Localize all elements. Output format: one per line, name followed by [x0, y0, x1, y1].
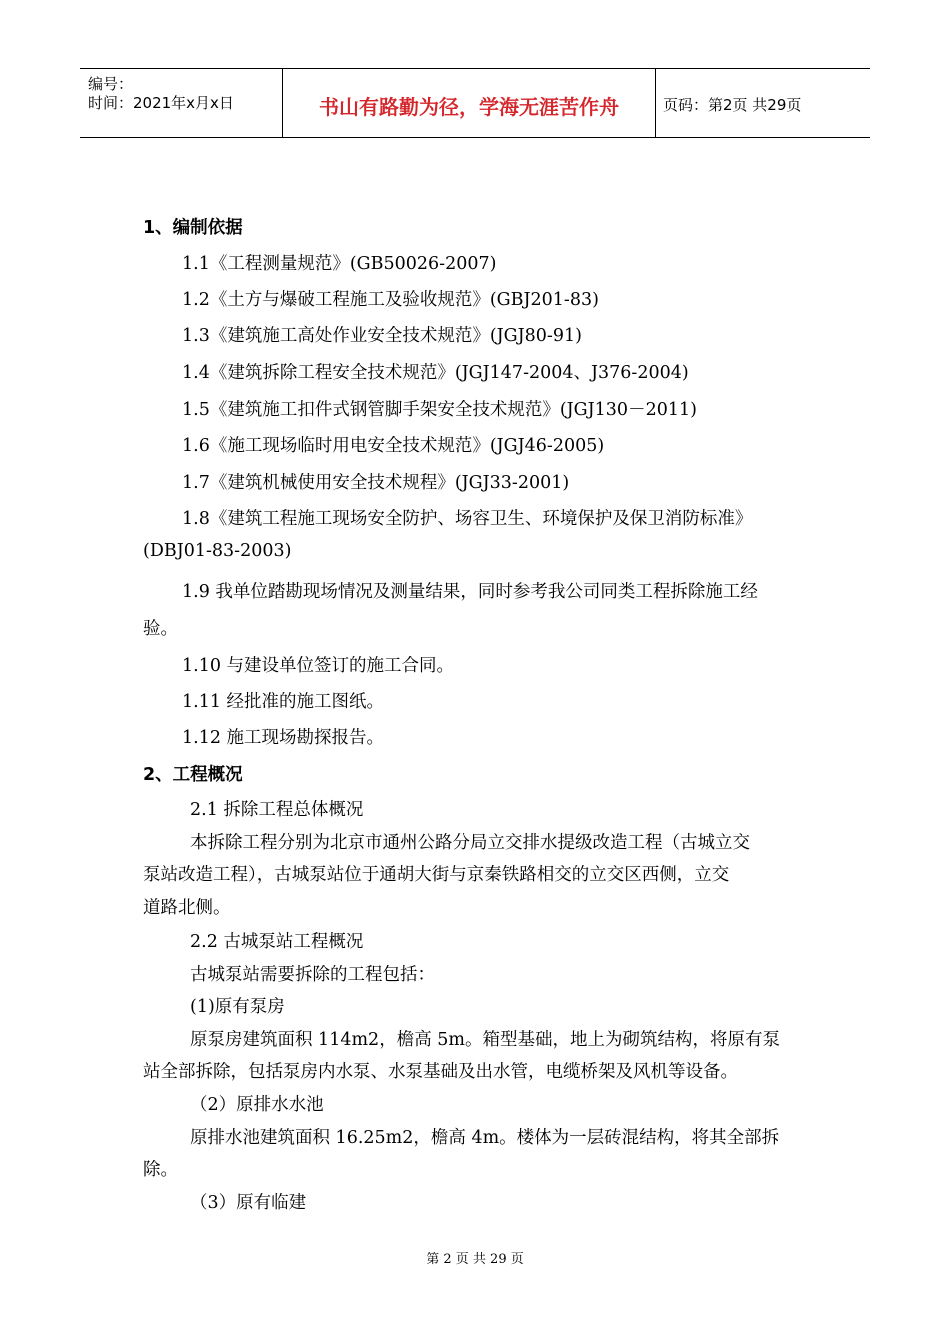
subsection-heading: 2.1 拆除工程总体概况: [190, 800, 364, 820]
reference-item: 1.6《施工现场临时用电安全技术规范》(JGJ46-2005): [182, 436, 605, 456]
list-item-heading: (1)原有泵房: [190, 997, 285, 1017]
paragraph-line: 站全部拆除，包括泵房内水泵、水泵基础及出水管，电缆桥架及风机等设备。: [143, 1062, 738, 1082]
reference-item: 1.12 施工现场勘探报告。: [182, 728, 385, 748]
paragraph-line: 道路北侧。: [143, 898, 231, 918]
list-item-heading: （2）原排水水池: [190, 1095, 324, 1115]
header-left-cell: [80, 69, 282, 137]
reference-item-continuation: (DBJ01-83-2003): [143, 541, 292, 561]
header-motto: 书山有路勤为径，学海无涯苦作舟: [319, 95, 619, 119]
paragraph-line: 泵站改造工程），古城泵站位于通胡大街与京秦铁路相交的立交区西侧，立交: [143, 865, 730, 885]
reference-item: 1.2《土方与爆破工程施工及验收规范》(GBJ201-83): [182, 290, 599, 310]
reference-item: 1.10 与建设单位签订的施工合同。: [182, 656, 455, 676]
page-header: [80, 68, 870, 138]
reference-item: 1.7《建筑机械使用安全技术规程》(JGJ33-2001): [182, 473, 570, 493]
document-time-label: 时间：2021年x月x日: [88, 94, 234, 112]
document-number-label: 编号：: [88, 75, 134, 93]
reference-item-continuation: 验。: [143, 619, 178, 639]
header-right-cell: [655, 69, 870, 137]
header-middle-cell: [282, 69, 656, 137]
paragraph-line: 本拆除工程分别为北京市通州公路分局立交排水提级改造工程（古城立交: [190, 833, 750, 853]
list-item-heading: （3）原有临建: [190, 1193, 307, 1213]
reference-item: 1.11 经批准的施工图纸。: [182, 692, 385, 712]
reference-item: 1.1《工程测量规范》(GB50026-2007): [182, 254, 497, 274]
paragraph-line: 除。: [143, 1160, 178, 1180]
paragraph-line: 原排水池建筑面积 16.25m2，檐高 4m。楼体为一层砖混结构，将其全部拆: [190, 1128, 780, 1148]
subsection-heading: 2.2 古城泵站工程概况: [190, 932, 364, 952]
section-heading-2: 2、工程概况: [143, 765, 243, 785]
section-heading-1: 1、编制依据: [143, 218, 243, 238]
reference-item: 1.8《建筑工程施工现场安全防护、场容卫生、环境保护及保卫消防标准》: [182, 509, 753, 529]
header-page-info: 页码：第2页 共29页: [663, 96, 802, 114]
reference-item: 1.3《建筑施工高处作业安全技术规范》(JGJ80-91): [182, 326, 582, 346]
reference-item: 1.5《建筑施工扣件式钢管脚手架安全技术规范》(JGJ130－2011): [182, 400, 697, 420]
paragraph-line: 古城泵站需要拆除的工程包括：: [190, 965, 435, 985]
paragraph-line: 原泵房建筑面积 114m2，檐高 5m。箱型基础，地上为砌筑结构，将原有泵: [190, 1030, 780, 1050]
page-footer: 第 2 页 共 29 页: [426, 1252, 524, 1267]
reference-item: 1.4《建筑拆除工程安全技术规范》(JGJ147-2004、J376-2004): [182, 363, 689, 383]
reference-item: 1.9 我单位踏勘现场情况及测量结果，同时参考我公司同类工程拆除施工经: [182, 582, 758, 602]
